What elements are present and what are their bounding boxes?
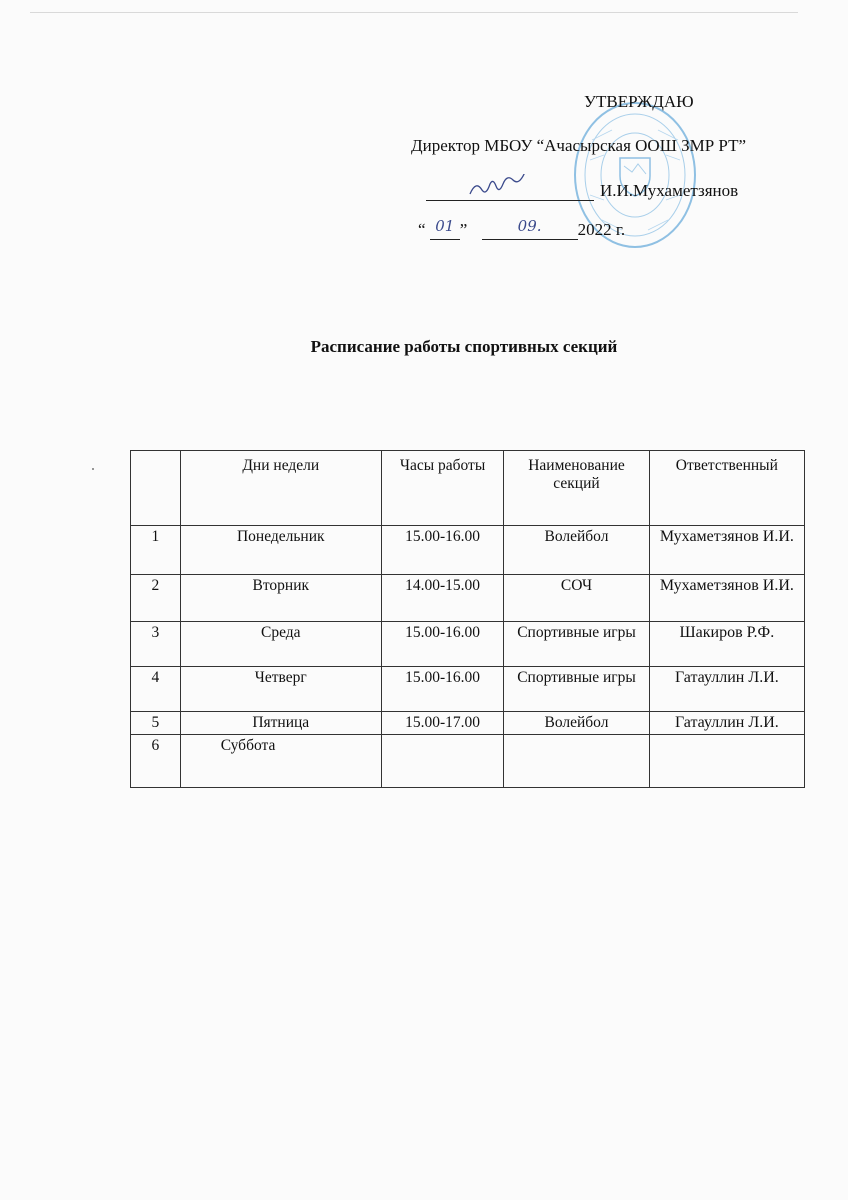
row-hours: 14.00-15.00 xyxy=(381,575,503,622)
row-responsible: Шакиров Р.Ф. xyxy=(649,622,804,667)
table-row xyxy=(131,735,805,788)
row-section: Спортивные игры xyxy=(504,622,649,667)
row-number: 6 xyxy=(131,735,181,788)
schedule-table xyxy=(130,450,805,788)
row-hours: 15.00-17.00 xyxy=(381,712,503,735)
row-day: Понедельник xyxy=(180,526,381,575)
row-number: 1 xyxy=(131,526,181,575)
date-open-quote: “ xyxy=(418,220,426,239)
row-section: Волейбол xyxy=(504,712,649,735)
date-year: 2022 г. xyxy=(577,220,626,239)
date-day-field xyxy=(430,217,460,240)
approval-position: Директор МБОУ “Ачасырская ООШ ЗМР РТ” xyxy=(411,136,747,155)
table-row xyxy=(131,526,805,575)
row-day: Пятница xyxy=(180,712,381,735)
table-row xyxy=(131,575,805,622)
row-number: 2 xyxy=(131,575,181,622)
row-section xyxy=(504,735,649,788)
row-hours: 15.00-16.00 xyxy=(381,667,503,712)
date-close-quote: ” xyxy=(459,220,468,239)
row-responsible: Мухаметзянов И.И. xyxy=(649,575,804,622)
table-row xyxy=(131,712,805,735)
handwritten-signature-icon xyxy=(466,174,546,200)
row-day: Суббота xyxy=(180,735,381,788)
row-day: Четверг xyxy=(180,667,381,712)
document-title: Расписание работы спортивных секций xyxy=(310,337,618,356)
table-row xyxy=(131,622,805,667)
header-section: Наименование секций xyxy=(504,451,649,526)
table-row xyxy=(131,667,805,712)
row-day: Вторник xyxy=(180,575,381,622)
date-month-field xyxy=(482,217,578,240)
header-responsible: Ответственный xyxy=(649,451,804,526)
scan-edge-line xyxy=(30,12,798,13)
date-month: 09. xyxy=(517,217,542,235)
row-responsible: Мухаметзянов И.И. xyxy=(649,526,804,575)
approval-date xyxy=(418,217,626,240)
signature-line xyxy=(426,181,738,201)
header-day: Дни недели xyxy=(180,451,381,526)
scan-speck xyxy=(92,468,94,470)
row-hours: 15.00-16.00 xyxy=(381,526,503,575)
header-number xyxy=(131,451,181,526)
row-hours: 15.00-16.00 xyxy=(381,622,503,667)
row-responsible xyxy=(649,735,804,788)
row-hours xyxy=(381,735,503,788)
row-responsible: Гатауллин Л.И. xyxy=(649,667,804,712)
header-hours: Часы работы xyxy=(381,451,503,526)
row-number: 5 xyxy=(131,712,181,735)
row-section: Волейбол xyxy=(504,526,649,575)
row-section: СОЧ xyxy=(504,575,649,622)
row-section: Спортивные игры xyxy=(504,667,649,712)
row-number: 3 xyxy=(131,622,181,667)
date-day: 01 xyxy=(435,217,455,235)
director-name: И.И.Мухаметзянов xyxy=(600,181,739,200)
row-number: 4 xyxy=(131,667,181,712)
table-header-row xyxy=(131,451,805,526)
row-day: Среда xyxy=(180,622,381,667)
approval-title: УТВЕРЖДАЮ xyxy=(584,92,694,111)
row-responsible: Гатауллин Л.И. xyxy=(649,712,804,735)
signature-field xyxy=(426,182,594,201)
